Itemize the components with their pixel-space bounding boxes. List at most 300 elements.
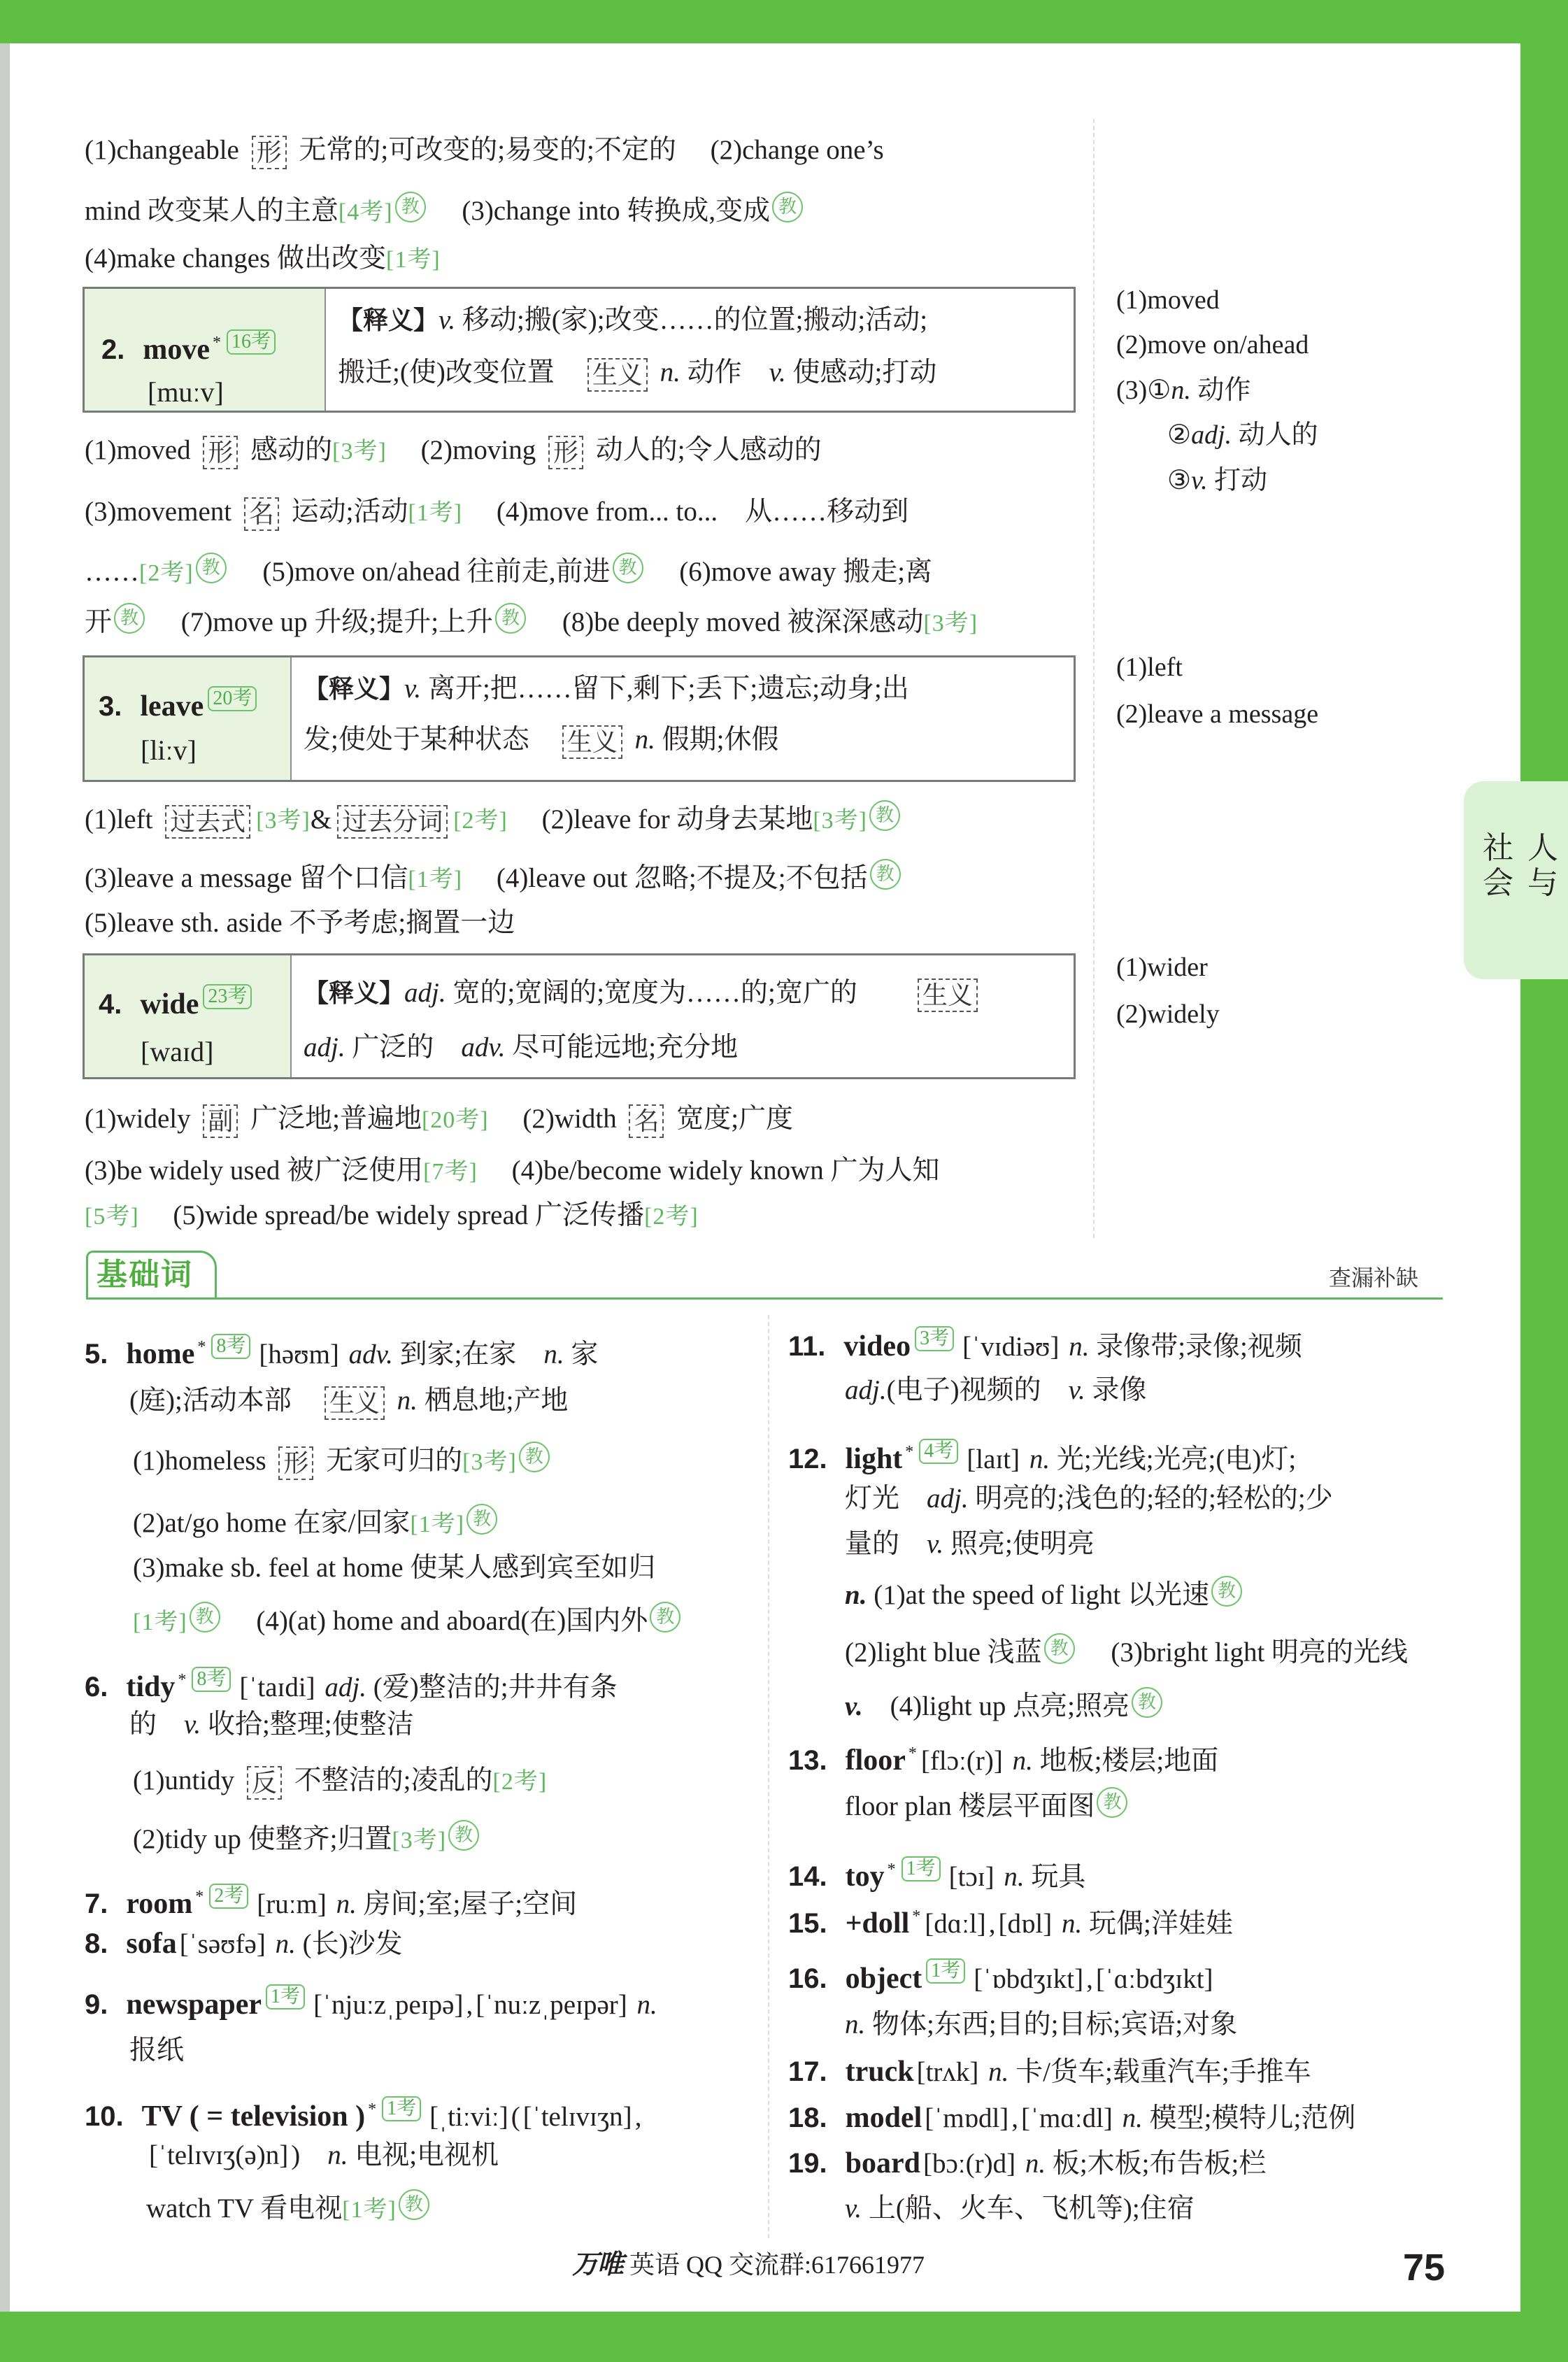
headword: ( = television ) xyxy=(182,2100,366,2133)
text: (4)make changes 做出改变 xyxy=(85,243,387,273)
textbook-icon: 教 xyxy=(466,1504,497,1535)
text: (4)light up 点亮;照亮 xyxy=(862,1691,1129,1721)
text: 使感动;打动 xyxy=(785,357,937,387)
part-of-speech: v. xyxy=(184,1709,201,1740)
text: 动人的 xyxy=(1232,420,1318,450)
text: 栖息地;产地 xyxy=(417,1386,569,1416)
entry-box-wide xyxy=(83,953,1076,1079)
pos-tag: 过去式 xyxy=(165,805,250,839)
phrase-line xyxy=(85,239,441,278)
phonetic: [ˈtaɪdi] xyxy=(239,1672,315,1702)
entry-line-tidy xyxy=(129,1705,414,1744)
star-mark: * xyxy=(887,1861,896,1879)
part-of-speech: adj. xyxy=(325,1672,367,1702)
exam-badge: 20考 xyxy=(208,686,257,711)
entry-number: 16. xyxy=(788,1963,827,1994)
definition-text xyxy=(404,978,983,1008)
star-mark: * xyxy=(912,1907,921,1926)
headword: room xyxy=(126,1888,193,1920)
headword: TV xyxy=(141,2100,183,2133)
text: 动作 xyxy=(680,357,769,387)
text: …… xyxy=(85,557,139,587)
entry-line-tidy xyxy=(133,1820,481,1859)
definition-line xyxy=(338,353,936,392)
headword: truck xyxy=(845,2056,914,2088)
entry-box-move xyxy=(83,287,1076,413)
entry-line-light xyxy=(845,1687,1164,1726)
text: 动作 xyxy=(1190,376,1251,405)
phonetic: [muːv] xyxy=(148,376,224,408)
text: (3)movement xyxy=(85,497,238,527)
textbook-icon: 教 xyxy=(114,603,145,634)
textbook-icon: 教 xyxy=(190,1602,220,1632)
exam-frequency: [1考] xyxy=(408,500,463,526)
text: (4)be/become widely known 广为人知 xyxy=(477,1155,940,1186)
text: (1)moved xyxy=(1116,285,1220,315)
entry-head-cell xyxy=(85,289,326,411)
text: 的 xyxy=(129,1709,185,1740)
textbook-icon: 教 xyxy=(613,553,643,583)
phrase-line xyxy=(85,904,515,943)
part-of-speech: n. xyxy=(1004,1862,1025,1892)
part-of-speech: n. xyxy=(1062,1909,1083,1939)
text xyxy=(342,1339,349,1369)
text: mind 改变某人的主意 xyxy=(85,196,338,226)
part-of-speech-bold: n. xyxy=(845,1580,867,1610)
chapter-side-tab xyxy=(1464,781,1568,979)
headword: tidy xyxy=(126,1671,176,1703)
textbook-icon: 教 xyxy=(448,1820,479,1851)
phrase-line xyxy=(85,1151,940,1190)
text xyxy=(1116,2103,1122,2133)
entry-number: 10. xyxy=(85,2101,124,2132)
exam-frequency: [1考] xyxy=(386,247,441,273)
entry-line-room xyxy=(85,1877,578,1920)
textbook-icon: 教 xyxy=(519,1442,550,1472)
phrase-line xyxy=(85,603,978,642)
phrase-line xyxy=(85,1196,699,1235)
pos-tag: 反 xyxy=(247,1766,282,1800)
entry-line-video xyxy=(788,1326,1302,1365)
text: (1)moved xyxy=(85,435,198,465)
pos-tag: 名 xyxy=(629,1104,664,1138)
brand-logo: 万唯 xyxy=(572,2249,623,2279)
textbook-icon: 教 xyxy=(869,800,900,831)
exam-frequency: [2考] xyxy=(453,808,508,834)
entry-line-light xyxy=(845,1576,1244,1615)
textbook-icon: 教 xyxy=(495,603,526,634)
definition-line xyxy=(304,1028,738,1067)
phonetic: [ˈnjuːzˌpeɪpə] xyxy=(313,1990,464,2020)
phrase-line xyxy=(85,553,932,592)
entry-line-doll xyxy=(788,1897,1233,1940)
textbook-icon: 教 xyxy=(1097,1787,1127,1818)
answer-line xyxy=(1116,948,1208,987)
text: 模型;模特儿;范例 xyxy=(1142,2103,1356,2133)
pos-tag: 生义 xyxy=(918,979,978,1012)
text: ② xyxy=(1167,420,1192,450)
headword: object xyxy=(845,1963,922,1995)
entry-number: 15. xyxy=(788,1908,827,1939)
part-of-speech: adj. xyxy=(404,978,446,1008)
text: ) xyxy=(291,2140,328,2170)
exam-frequency: [4考] xyxy=(338,199,393,225)
text: 明亮的;浅色的;轻的;轻松的;少 xyxy=(968,1484,1333,1514)
text xyxy=(390,1386,397,1416)
phrase-line xyxy=(85,800,902,839)
footer-text: 英语 QQ 交流群:617661977 xyxy=(629,2251,925,2279)
part-of-speech: n. xyxy=(1122,2103,1143,2133)
text: 家 xyxy=(564,1339,599,1369)
text: 玩偶;洋娃娃 xyxy=(1082,1909,1233,1939)
entry-number: 7. xyxy=(85,1888,108,1919)
pos-tag: 名 xyxy=(244,497,279,531)
text: , xyxy=(1086,1964,1093,1994)
text: 量的 xyxy=(845,1529,927,1559)
text: (爱)整洁的;井井有条 xyxy=(366,1672,618,1702)
entry-line-home xyxy=(133,1504,499,1543)
answer-column-divider xyxy=(1093,119,1095,1238)
exam-frequency: [1考] xyxy=(342,2197,397,2223)
text: 灯光 xyxy=(845,1484,927,1514)
section-title: 基础词 xyxy=(86,1251,217,1300)
star-mark: * xyxy=(908,1744,917,1763)
text: (长)沙发 xyxy=(295,1929,403,1959)
exam-frequency: [2考] xyxy=(644,1204,699,1230)
text: (4)leave out 忽略;不提及;不包括 xyxy=(462,863,868,893)
text: , xyxy=(1011,2103,1019,2133)
entry-head-cell xyxy=(85,955,292,1077)
exam-frequency: [2考] xyxy=(139,560,194,586)
text xyxy=(1018,2149,1025,2179)
headword: leave xyxy=(140,690,204,723)
text: (1)at the speed of light 以光速 xyxy=(867,1580,1210,1610)
text xyxy=(628,725,635,755)
headword: move xyxy=(143,334,210,366)
text: (3)make sb. feel at home 使某人感到宾至如归 xyxy=(133,1553,656,1583)
answer-line xyxy=(1167,461,1267,500)
text: (2)widely xyxy=(1116,999,1220,1029)
entry-head xyxy=(99,686,262,725)
text: (2)tidy up 使整齐;归置 xyxy=(133,1824,392,1854)
definition-line xyxy=(304,720,778,760)
answer-line xyxy=(1116,325,1309,364)
text: (庭);活动本部 xyxy=(129,1386,319,1416)
headword: video xyxy=(843,1330,911,1363)
part-of-speech: n. xyxy=(327,2140,348,2170)
entry-number: 18. xyxy=(788,2103,827,2133)
text xyxy=(1055,1909,1062,1939)
page-number: 75 xyxy=(1403,2247,1446,2289)
definition-label: 【释义】 xyxy=(304,979,405,1008)
entry-head-cell xyxy=(85,657,292,780)
textbook-icon: 教 xyxy=(1211,1576,1242,1607)
exam-frequency: [3考] xyxy=(923,611,978,636)
exam-badge: 23考 xyxy=(203,984,252,1009)
text: (3)leave a message 留个口信 xyxy=(85,863,408,893)
answer-line xyxy=(1167,415,1318,455)
entry-line-newspaper xyxy=(85,1984,657,2023)
part-of-speech: v. xyxy=(1068,1375,1085,1405)
textbook-icon: 教 xyxy=(772,192,803,222)
text: 卡/货车;载重汽车;手推车 xyxy=(1008,2057,1311,2087)
definition-label: 【释义】 xyxy=(304,675,405,704)
headword: +doll xyxy=(845,1907,910,1940)
pos-tag: 形 xyxy=(278,1446,313,1480)
text: 开 xyxy=(85,607,113,637)
text: 光;光线;光亮;(电)灯; xyxy=(1050,1444,1297,1474)
text: (3)bright light 明亮的光线 xyxy=(1076,1637,1409,1667)
text: (1)homeless xyxy=(133,1446,273,1476)
text: (7)move up 升级;提升;上升 xyxy=(147,607,494,637)
text: (4)move from... to... 从……移动到 xyxy=(462,497,909,527)
textbook-icon: 教 xyxy=(1132,1687,1162,1718)
textbook-icon: 教 xyxy=(1044,1633,1075,1664)
headword: model xyxy=(845,2102,922,2134)
text: 宽度;广度 xyxy=(669,1104,794,1134)
footer xyxy=(572,2247,925,2282)
exam-frequency: [1考] xyxy=(408,867,463,892)
headword: newspaper xyxy=(126,1989,262,2021)
part-of-speech: adj. xyxy=(927,1484,969,1514)
pos-tag: 生义 xyxy=(587,358,648,392)
entry-line-light xyxy=(845,1479,1333,1518)
phonetic: [dɒl] xyxy=(998,1909,1053,1939)
text: (1)untidy xyxy=(133,1765,241,1795)
exam-badge: 1考 xyxy=(266,1984,305,2009)
textbook-icon: 教 xyxy=(395,192,426,222)
part-of-speech: n. xyxy=(336,1889,357,1919)
text: 离开;把……留下,剩下;丢下;遗忘;动身;出 xyxy=(421,674,909,704)
star-mark: * xyxy=(368,2100,377,2119)
entry-line-tidy xyxy=(85,1660,618,1703)
part-of-speech: n. xyxy=(1025,2149,1046,2179)
entry-head xyxy=(101,323,281,366)
part-of-speech: v. xyxy=(927,1529,944,1559)
text xyxy=(630,1990,637,2020)
text: 假期;休假 xyxy=(655,725,779,755)
part-of-speech-bold: v. xyxy=(845,1691,863,1721)
entry-line-home xyxy=(85,1328,599,1370)
exam-frequency: [1考] xyxy=(133,1609,187,1635)
part-of-speech: n. xyxy=(1171,376,1191,405)
exam-badge: 3考 xyxy=(915,1326,954,1351)
part-of-speech: n. xyxy=(1069,1332,1090,1362)
phonetic: [ˈnuːzˌpeɪpər] xyxy=(476,1990,627,2020)
exam-frequency: [3考] xyxy=(256,808,311,834)
text: (1)left xyxy=(1116,653,1183,682)
answer-line xyxy=(1116,648,1183,687)
text xyxy=(318,1672,325,1702)
headword: wide xyxy=(140,988,199,1020)
exam-frequency: [5考] xyxy=(85,1204,139,1230)
phonetic: [ˈmɑːdl] xyxy=(1021,2103,1113,2133)
part-of-speech: v. xyxy=(845,2193,862,2224)
text: 尽可能远地;充分地 xyxy=(505,1032,739,1062)
entry-number: 5. xyxy=(85,1339,108,1369)
definition-line xyxy=(304,669,909,709)
text: (2)leave for 动身去某地 xyxy=(507,804,813,834)
text: (3)be widely used 被广泛使用 xyxy=(85,1155,424,1186)
exam-badge: 1考 xyxy=(901,1856,941,1881)
text: (5)wide spread/be widely spread 广泛传播 xyxy=(138,1200,645,1230)
definition-text xyxy=(439,305,927,335)
phrase-line xyxy=(85,1100,793,1139)
part-of-speech: v. xyxy=(439,305,456,335)
text: , xyxy=(988,1909,996,1939)
answer-line xyxy=(1116,695,1318,734)
phonetic: [liːv] xyxy=(141,734,197,766)
phonetic: [ˌtiːviː] xyxy=(429,2102,508,2132)
pos-tag: 形 xyxy=(548,436,583,469)
text: (3)change into 转换成,变成 xyxy=(427,196,771,226)
text xyxy=(1062,1332,1069,1362)
part-of-speech: n. xyxy=(1029,1444,1050,1474)
entry-line-floor xyxy=(788,1734,1219,1777)
part-of-speech: n. xyxy=(660,357,680,387)
phonetic: [ˈsəʊfə] xyxy=(179,1929,266,1959)
text: 不整洁的;凌乱的 xyxy=(287,1765,493,1795)
phrase-line xyxy=(85,859,903,898)
text: 广泛的 xyxy=(345,1032,462,1062)
text: (5)leave sth. aside 不予考虑;搁置一边 xyxy=(85,908,515,938)
part-of-speech: n. xyxy=(275,1929,296,1959)
exam-badge: 1考 xyxy=(382,2096,421,2121)
headword: toy xyxy=(845,1861,885,1893)
entry-line-home xyxy=(133,1549,655,1588)
definition-line xyxy=(304,974,983,1013)
entry-line-toy xyxy=(788,1850,1086,1893)
entry-line-object xyxy=(788,1958,1216,1998)
entry-line-truck xyxy=(788,2052,1311,2091)
pos-tag: 形 xyxy=(252,136,287,169)
entry-line-light xyxy=(788,1432,1297,1475)
text: 发;使处于某种状态 xyxy=(304,725,557,755)
text: 到家;在家 xyxy=(392,1339,544,1369)
part-of-speech: n. xyxy=(634,725,655,755)
text: (2)move on/ahead xyxy=(1116,330,1309,360)
part-of-speech: v. xyxy=(769,357,786,387)
text: (3)① xyxy=(1116,376,1171,405)
phonetic: [laɪt] xyxy=(967,1444,1020,1474)
text: ③ xyxy=(1167,466,1192,495)
star-mark: * xyxy=(213,334,221,352)
text: 移动;搬(家);改变……的位置;搬动;活动; xyxy=(455,305,928,335)
text: 照亮;使明亮 xyxy=(943,1529,1095,1559)
exam-frequency: [7考] xyxy=(423,1159,478,1185)
section-rule xyxy=(86,1297,1443,1300)
entry-line-floor xyxy=(845,1787,1129,1826)
exam-badge: 8考 xyxy=(192,1667,231,1692)
part-of-speech: n. xyxy=(397,1386,418,1416)
text xyxy=(1022,1444,1029,1474)
phonetic: [ˈɒbdʒɪkt] xyxy=(974,1964,1084,1994)
exam-frequency: [3考] xyxy=(462,1449,517,1475)
part-of-speech: n. xyxy=(845,2009,866,2040)
text: ( xyxy=(511,2102,520,2132)
entry-head xyxy=(99,984,257,1023)
part-of-speech: adj. xyxy=(1191,420,1232,450)
phonetic: [ruːm] xyxy=(257,1889,327,1919)
entry-line-home xyxy=(129,1381,568,1421)
text: (2)light blue 浅蓝 xyxy=(845,1637,1042,1667)
phonetic: [ˈvɪdiəʊ] xyxy=(962,1332,1060,1362)
pos-tag: 副 xyxy=(203,1104,238,1138)
part-of-speech: n. xyxy=(1012,1746,1033,1776)
text: 录像 xyxy=(1085,1375,1147,1405)
exam-frequency: [3考] xyxy=(332,439,387,464)
entry-line-tv xyxy=(85,2090,642,2133)
exam-frequency: [3考] xyxy=(392,1828,447,1854)
text: 地板;楼层;地面 xyxy=(1032,1746,1219,1776)
text: 打动 xyxy=(1207,466,1268,495)
text xyxy=(653,357,660,387)
phonetic: [flɔː(r)] xyxy=(920,1746,1003,1776)
text: (2)leave a message xyxy=(1116,699,1319,729)
text: (1)widely xyxy=(85,1104,198,1134)
phrase-line xyxy=(85,192,805,231)
entry-number: 13. xyxy=(788,1745,827,1776)
text: (1)left xyxy=(85,804,160,834)
phonetic: [waɪd] xyxy=(141,1036,214,1067)
phonetic: [həʊm] xyxy=(259,1339,339,1369)
entry-line-tidy xyxy=(133,1761,547,1800)
answer-line xyxy=(1116,280,1220,320)
text: 录像带;录像;视频 xyxy=(1089,1332,1302,1362)
part-of-speech: v. xyxy=(1191,466,1208,495)
entry-line-tv xyxy=(146,2136,499,2175)
text: (6)move away 搬走;离 xyxy=(645,557,933,587)
part-of-speech: n. xyxy=(988,2057,1009,2087)
exam-badge: 8考 xyxy=(211,1334,250,1359)
star-mark: * xyxy=(905,1443,914,1461)
entry-line-light xyxy=(845,1633,1408,1672)
text: (5)move on/ahead 往前走,前进 xyxy=(228,557,611,587)
section-subtitle: 查漏补缺 xyxy=(1329,1265,1419,1291)
pos-tag: 生义 xyxy=(325,1386,385,1420)
text: (电子)视频的 xyxy=(886,1375,1069,1405)
text: 无家可归的 xyxy=(319,1446,463,1476)
headword: board xyxy=(845,2147,920,2179)
star-mark: * xyxy=(195,1888,204,1906)
entry-number: 19. xyxy=(788,2148,827,2179)
part-of-speech: adv. xyxy=(461,1032,506,1062)
answer-line xyxy=(1116,995,1220,1034)
definition-line xyxy=(338,301,927,341)
exam-frequency: [20考] xyxy=(421,1107,489,1133)
phonetic: [dɑːl] xyxy=(925,1909,986,1939)
phonetic: [tɔɪ] xyxy=(948,1862,995,1892)
text: 收拾;整理;使整洁 xyxy=(201,1709,414,1740)
entry-line-model xyxy=(788,2098,1355,2137)
entry-number: 14. xyxy=(788,1861,827,1892)
textbook-icon: 教 xyxy=(399,2189,429,2220)
page-edge xyxy=(0,43,10,2312)
text xyxy=(269,1929,276,1959)
exam-frequency: [2考] xyxy=(492,1769,548,1795)
exam-badge: 4考 xyxy=(919,1439,958,1464)
part-of-speech: n. xyxy=(543,1339,564,1369)
textbook-icon: 教 xyxy=(196,553,227,583)
phonetic: [ˈtelɪvɪʒ(ə)n] xyxy=(149,2140,289,2170)
text: , xyxy=(634,2102,642,2132)
text: 运动;活动 xyxy=(284,497,408,527)
headword: home xyxy=(126,1338,195,1370)
text: 房间;室;屋子;空间 xyxy=(356,1889,578,1919)
phonetic: [ˈtelɪvɪʒn] xyxy=(522,2102,632,2132)
entry-line-object xyxy=(845,2005,1237,2044)
definition-text xyxy=(404,674,909,704)
